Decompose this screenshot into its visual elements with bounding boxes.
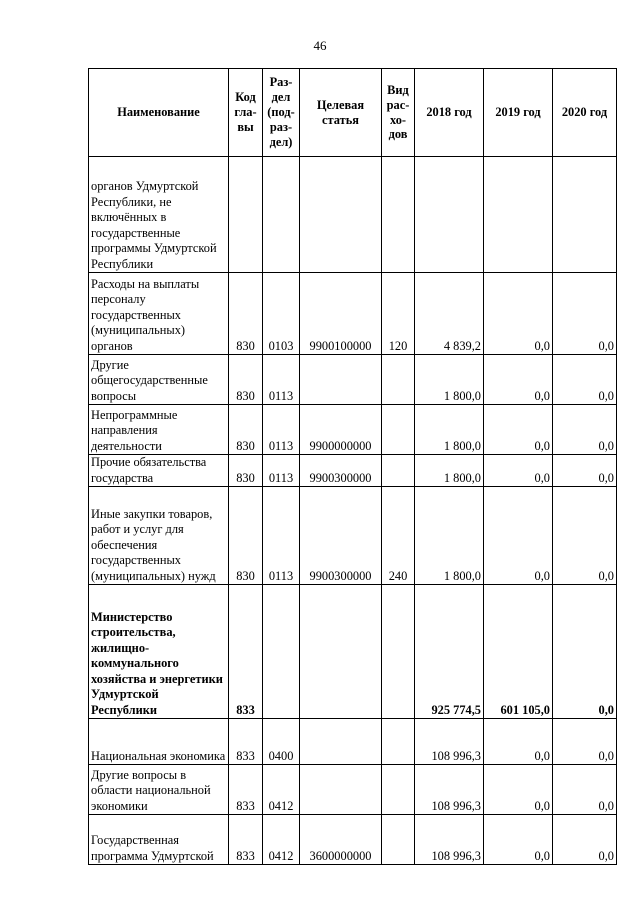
- row-name: Национальная экономика: [89, 719, 229, 765]
- row-2018: 1 800,0: [415, 405, 484, 455]
- row-code: [229, 157, 263, 273]
- row-2020: 0,0: [553, 455, 617, 487]
- row-section: 0113: [263, 455, 300, 487]
- table-row: [89, 273, 617, 355]
- header-code: Код гла-вы: [229, 69, 263, 157]
- row-section: [263, 585, 300, 719]
- row-2018: 1 800,0: [415, 487, 484, 585]
- table-row: [89, 765, 617, 815]
- row-type: 240: [382, 487, 415, 585]
- row-2018: 108 996,3: [415, 815, 484, 865]
- row-2019: 0,0: [484, 455, 553, 487]
- row-code: 830: [229, 355, 263, 405]
- row-name: Государственная программа Удмуртской: [89, 815, 229, 865]
- row-code: 833: [229, 585, 263, 719]
- table-row: [89, 355, 617, 405]
- row-2019: 0,0: [484, 487, 553, 585]
- row-code: 830: [229, 405, 263, 455]
- row-2019: 0,0: [484, 815, 553, 865]
- row-target: 9900300000: [300, 455, 382, 487]
- row-2019: 0,0: [484, 355, 553, 405]
- row-target: [300, 765, 382, 815]
- table-row: [89, 157, 617, 273]
- table-row: [89, 815, 617, 865]
- row-code: 830: [229, 487, 263, 585]
- header-2019: 2019 год: [484, 69, 553, 157]
- row-2018: [415, 157, 484, 273]
- row-code: 833: [229, 765, 263, 815]
- budget-table: [88, 68, 617, 865]
- row-2020: 0,0: [553, 585, 617, 719]
- row-type: [382, 405, 415, 455]
- row-name: Иные закупки товаров, работ и услуг для обеспечения государственных (муниципальных) нужд: [89, 487, 229, 585]
- row-code: 830: [229, 455, 263, 487]
- header-target: Целевая статья: [300, 69, 382, 157]
- row-name: органов Удмуртской Республики, не включённых в государственные программы Удмуртской Республики: [89, 157, 229, 273]
- row-target: [300, 355, 382, 405]
- row-2018: 4 839,2: [415, 273, 484, 355]
- row-type: [382, 585, 415, 719]
- row-type: [382, 455, 415, 487]
- header-type: Вид рас-хо-дов: [382, 69, 415, 157]
- row-name: Расходы на выплаты персоналу государственных (муниципальных) органов: [89, 273, 229, 355]
- header-name: Наименование: [89, 69, 229, 157]
- row-2020: 0,0: [553, 355, 617, 405]
- row-2019: 0,0: [484, 719, 553, 765]
- row-2019: [484, 157, 553, 273]
- table-row: [89, 455, 617, 487]
- row-2018: 1 800,0: [415, 455, 484, 487]
- row-name: Прочие обязательства государства: [89, 455, 229, 487]
- row-section: 0113: [263, 355, 300, 405]
- row-type: [382, 815, 415, 865]
- row-code: 830: [229, 273, 263, 355]
- row-2019: 601 105,0: [484, 585, 553, 719]
- row-section: 0412: [263, 815, 300, 865]
- row-2019: 0,0: [484, 405, 553, 455]
- row-type: 120: [382, 273, 415, 355]
- row-type: [382, 719, 415, 765]
- row-target: [300, 719, 382, 765]
- row-section: 0113: [263, 405, 300, 455]
- header-section: Раз-дел (под-раз-дел): [263, 69, 300, 157]
- header-row: [89, 69, 617, 157]
- row-section: [263, 157, 300, 273]
- row-target: 9900100000: [300, 273, 382, 355]
- table-row: [89, 719, 617, 765]
- header-2018: 2018 год: [415, 69, 484, 157]
- row-target: 9900000000: [300, 405, 382, 455]
- row-section: 0400: [263, 719, 300, 765]
- row-name: Другие вопросы в области национальной экономики: [89, 765, 229, 815]
- row-type: [382, 157, 415, 273]
- row-2020: 0,0: [553, 405, 617, 455]
- row-name: Непрограммные направления деятельности: [89, 405, 229, 455]
- row-2019: 0,0: [484, 765, 553, 815]
- row-name: Министерство строительства, жилищно-коммунального хозяйства и энергетики Удмуртской Республики: [89, 585, 229, 719]
- row-section: 0412: [263, 765, 300, 815]
- row-2018: 108 996,3: [415, 719, 484, 765]
- row-2020: 0,0: [553, 719, 617, 765]
- row-2018: 1 800,0: [415, 355, 484, 405]
- row-section: 0103: [263, 273, 300, 355]
- row-2020: 0,0: [553, 273, 617, 355]
- row-name: Другие общегосударственные вопросы: [89, 355, 229, 405]
- row-type: [382, 355, 415, 405]
- row-code: 833: [229, 815, 263, 865]
- row-code: 833: [229, 719, 263, 765]
- row-2020: [553, 157, 617, 273]
- table-row: [89, 487, 617, 585]
- row-2020: 0,0: [553, 487, 617, 585]
- row-type: [382, 765, 415, 815]
- row-target: [300, 157, 382, 273]
- page-number: 46: [313, 38, 327, 53]
- row-section: 0113: [263, 487, 300, 585]
- row-2020: 0,0: [553, 765, 617, 815]
- row-target: [300, 585, 382, 719]
- table-row: [89, 585, 617, 719]
- header-2020: 2020 год: [553, 69, 617, 157]
- row-2019: 0,0: [484, 273, 553, 355]
- row-2018: 925 774,5: [415, 585, 484, 719]
- row-2020: 0,0: [553, 815, 617, 865]
- row-2018: 108 996,3: [415, 765, 484, 815]
- row-target: 9900300000: [300, 487, 382, 585]
- row-target: 3600000000: [300, 815, 382, 865]
- table-row: [89, 405, 617, 455]
